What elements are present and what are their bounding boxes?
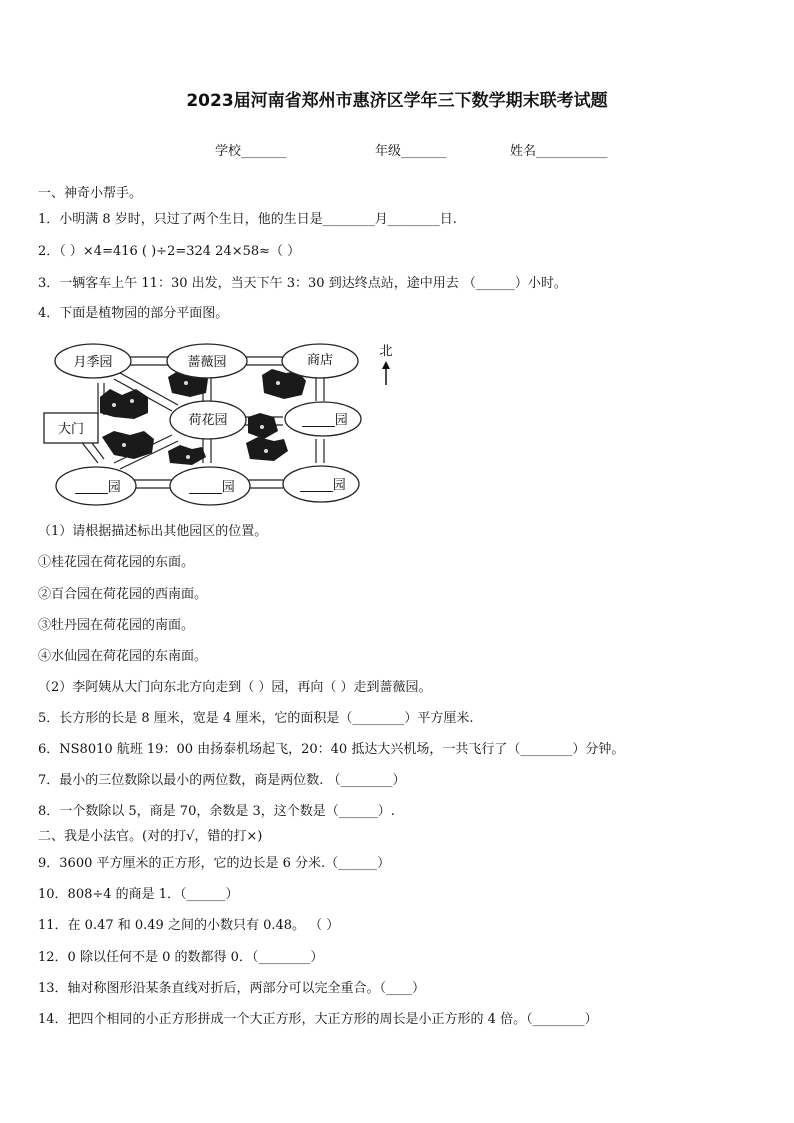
qiangwei-garden: 蔷薇园	[187, 355, 227, 370]
question-3: 3．一辆客车上午 11：30 出发，当天下午 3：30 到达终点站，途中用去 （______）小时。	[38, 276, 567, 291]
question-4-1: （1）请根据描述标出其他园区的位置。	[38, 524, 268, 539]
question-1: 1．小明满 8 岁时，只过了两个生日，他的生日是________月________日.	[38, 212, 457, 227]
blank-garden-south: _____园	[189, 480, 235, 495]
section-1-heading: 一、神奇小帮手。	[38, 186, 143, 201]
shop-label: 商店	[306, 353, 334, 368]
question-5: 5．长方形的长是 8 厘米，宽是 4 厘米，它的面积是（________）平方厘米.	[38, 711, 474, 726]
question-10: 10．808÷4 的商是 1．（______）	[38, 887, 239, 902]
clue-3: ③牡丹园在荷花园的南面。	[38, 618, 195, 633]
question-2: 2．（ ）×4=416 ( )÷2=324 24×58≈（ ）	[38, 244, 301, 259]
question-9: 9．3600 平方厘米的正方形，它的边长是 6 分米.（______）	[38, 856, 391, 871]
question-4-2: （2）李阿姨从大门向东北方向走到（ ）园，再向（ ）走到蔷薇园。	[38, 680, 432, 695]
question-6: 6．NS8010 航班 19：00 由扬泰机场起飞，20：40 抵达大兴机场，一共飞行了（________）分钟。	[38, 742, 625, 757]
question-8: 8．一个数除以 5，商是 70，余数是 3，这个数是（______）.	[38, 804, 395, 819]
question-7: 7．最小的三位数除以最小的两位数，商是两位数. （________）	[38, 773, 406, 788]
clue-2: ②百合园在荷花园的西南面。	[38, 587, 208, 602]
grade-field: 年级_______	[375, 144, 447, 159]
question-11: 11．在 0.47 和 0.49 之间的小数只有 0.48。 （ ）	[38, 918, 340, 933]
blank-garden-southeast: _____园	[300, 478, 346, 493]
north-arrow-icon	[382, 361, 390, 385]
clue-4: ④水仙园在荷花园的东南面。	[38, 649, 208, 664]
north-label: 北	[379, 344, 393, 359]
hehua-garden: 荷花园	[188, 413, 228, 428]
blank-garden-southwest: _____园	[75, 480, 121, 495]
question-12: 12．0 除以任何不是 0 的数都得 0．（________）	[38, 950, 324, 965]
section-2-heading: 二、我是小法官。(对的打√，错的打×)	[38, 829, 263, 844]
question-14: 14．把四个相同的小正方形拼成一个大正方形，大正方形的周长是小正方形的 4 倍。（________）	[38, 1012, 598, 1027]
name-field: 姓名___________	[510, 144, 608, 159]
page-title: 2023届河南省郑州市惠济区学年三下数学期末联考试题	[186, 91, 608, 111]
gate-label: 大门	[57, 422, 85, 437]
clue-1: ①桂花园在荷花园的东面。	[38, 555, 195, 570]
garden-map	[40, 335, 393, 510]
blank-garden-east: _____园	[302, 413, 348, 428]
school-field: 学校_______	[215, 144, 287, 159]
question-13: 13．轴对称图形沿某条直线对折后，两部分可以完全重合。（____）	[38, 981, 426, 996]
question-4: 4．下面是植物园的部分平面图。	[38, 306, 229, 321]
yueji-garden: 月季园	[73, 355, 113, 370]
